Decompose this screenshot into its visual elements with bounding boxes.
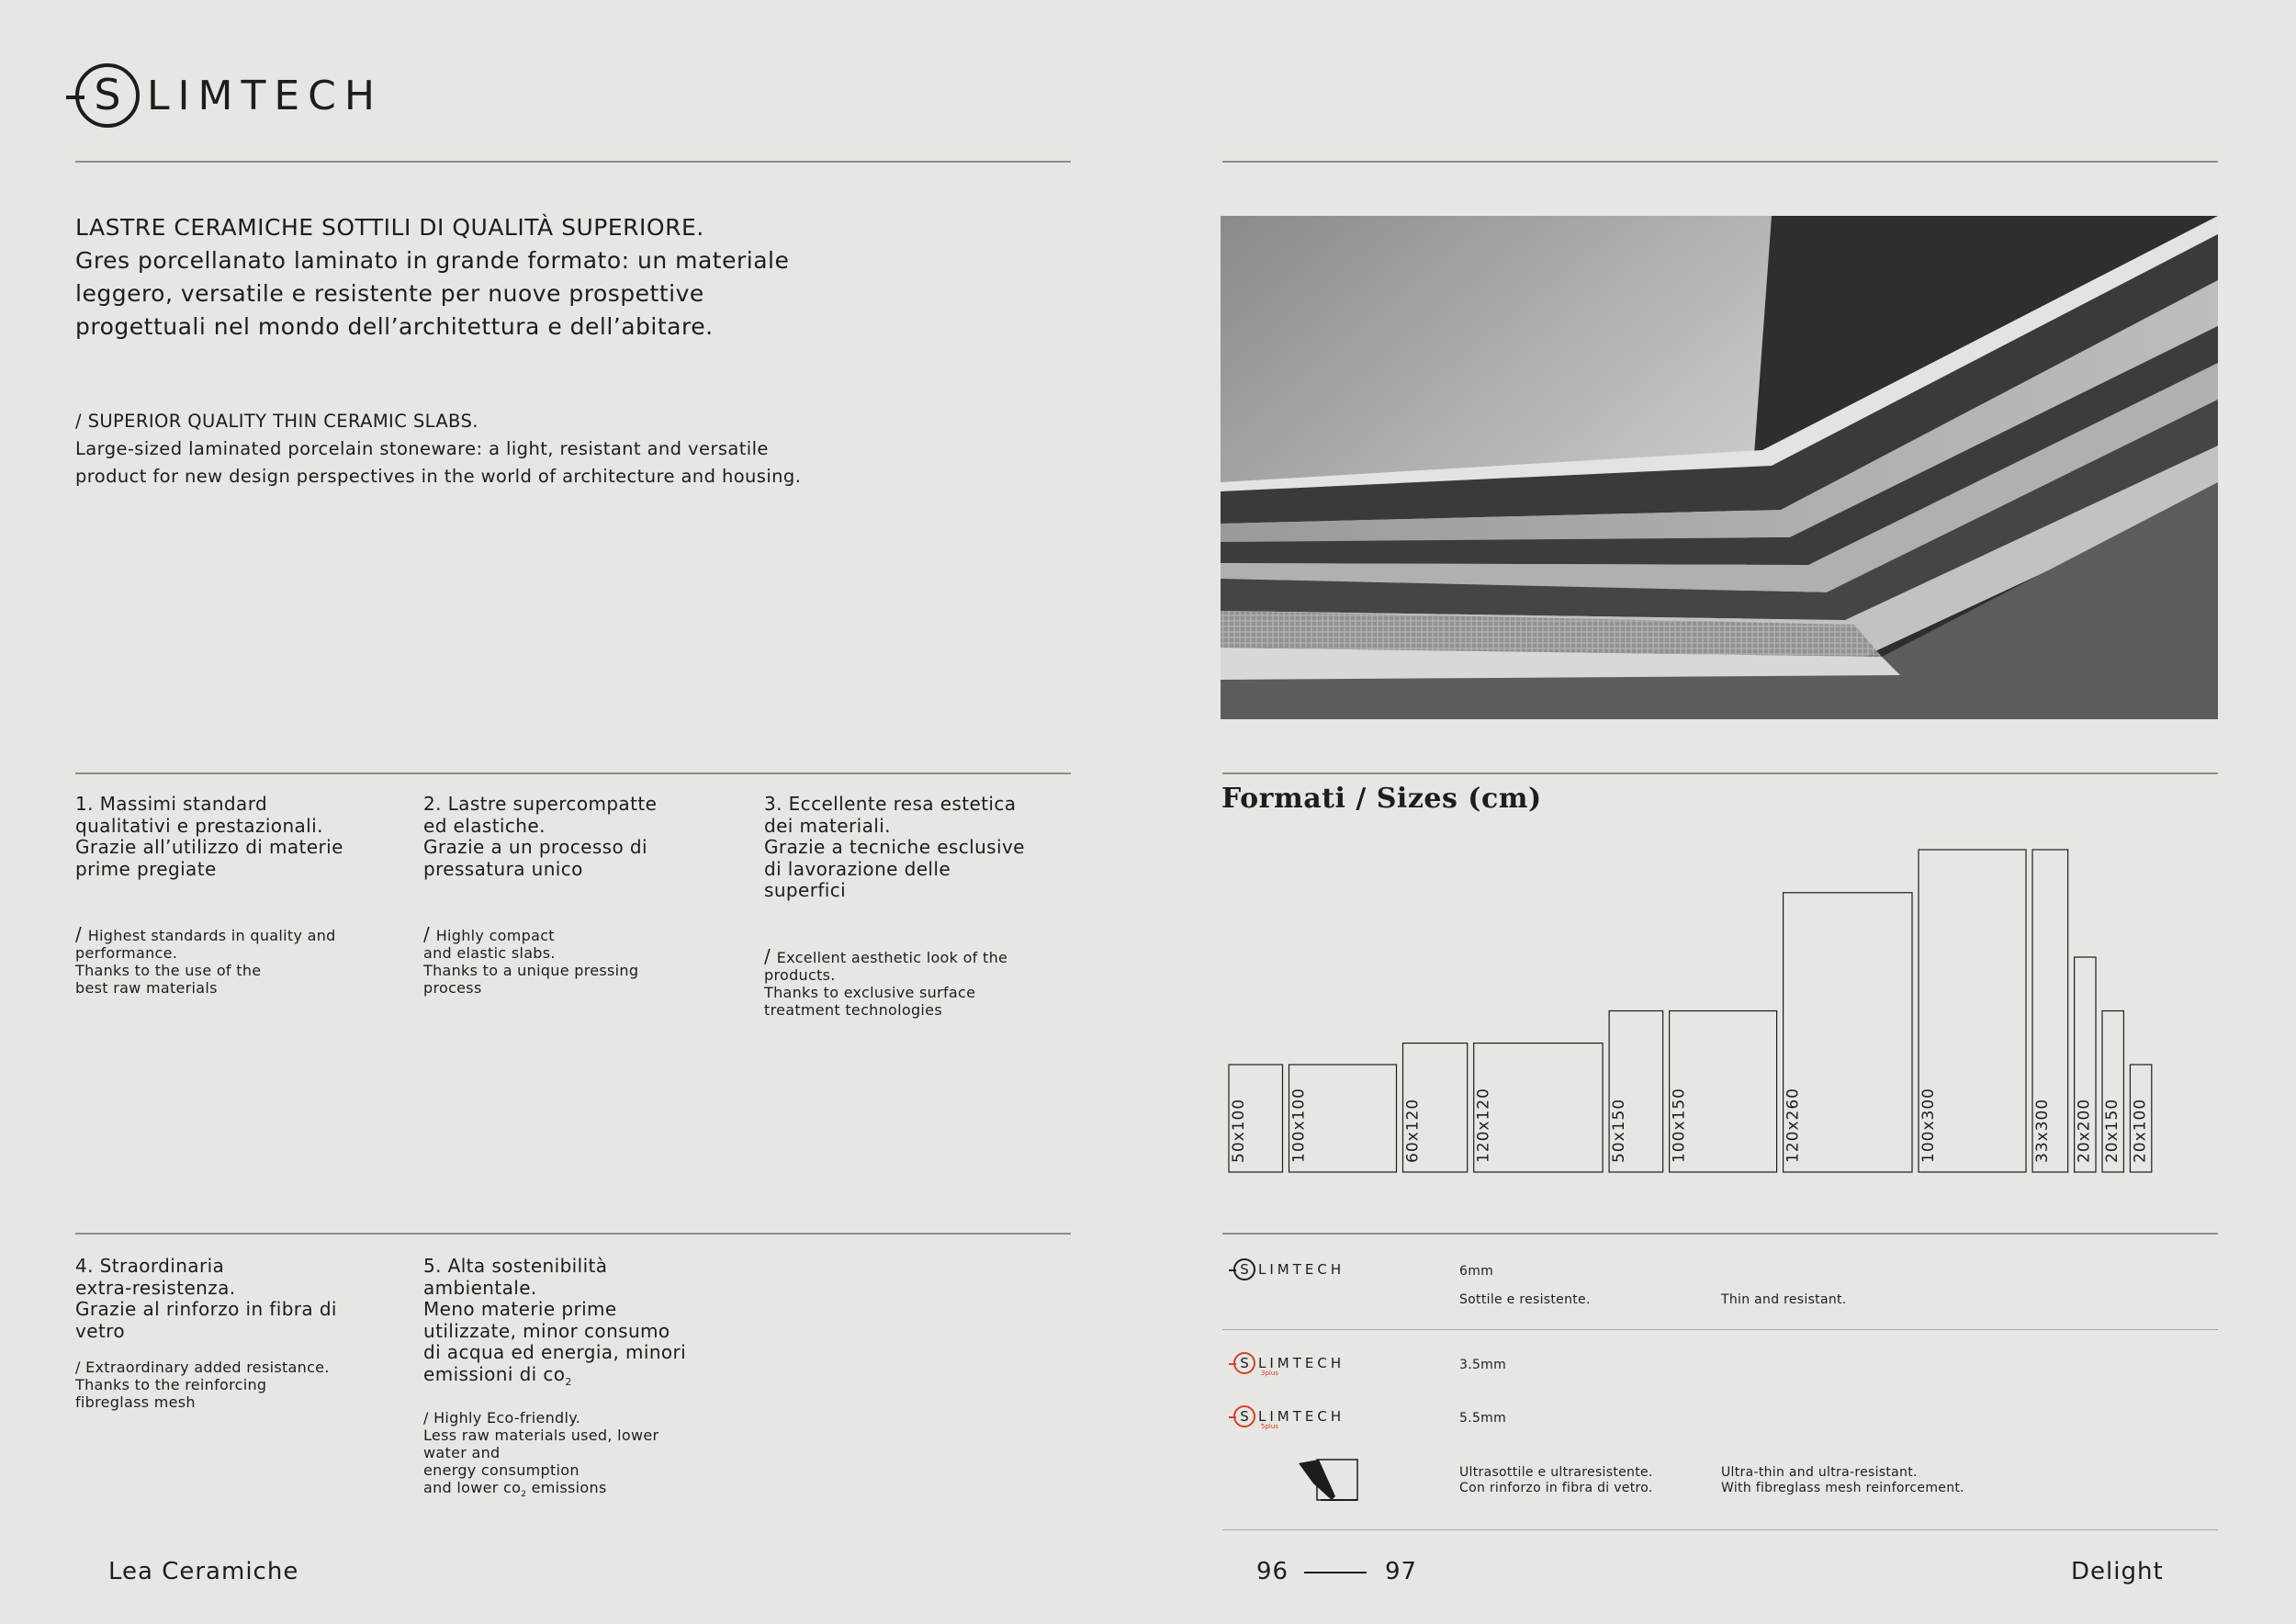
feature-1 — [75, 794, 406, 997]
size-label-20x200: 20x200 — [2075, 1098, 2094, 1163]
feature-en-text — [423, 1409, 736, 1504]
desc-en-mesh-1: Ultra-thin and ultra-resistant. — [1721, 1465, 1918, 1480]
page-number-right: 97 — [1385, 1558, 1418, 1585]
feature-it-body: 5. Alta sostenibilità ambientale. Meno materie prime utilizzate, minor consumo di acqua ed energia, minori emissioni di co — [423, 1255, 687, 1385]
divider-table-mid — [1222, 1329, 2218, 1330]
divider-mid-left — [75, 773, 1071, 774]
co2-subscript: 2 — [521, 1490, 527, 1500]
intro-english — [75, 408, 902, 491]
intro-it-line: progettuali nel mondo dell’architettura e dell’abitare. — [75, 313, 714, 340]
feature-en-body: Highly compact and elastic slabs. Thanks to a unique pressing process — [423, 927, 639, 997]
desc-it-mesh-1: Ultrasottile e ultraresistente. — [1459, 1465, 1653, 1480]
co2-subscript: 2 — [565, 1375, 572, 1388]
feature-en-body: Highest standards in quality and performance. Thanks to the use of the best raw materials — [75, 927, 336, 997]
footer-brand: Lea Ceramiche — [108, 1558, 299, 1585]
size-label-100x150: 100x150 — [1670, 1088, 1689, 1163]
intro-en-line: product for new design perspectives in the world of architecture and housing. — [75, 466, 802, 487]
footer-collection: Delight — [2071, 1558, 2164, 1585]
size-label-120x120: 120x120 — [1474, 1088, 1493, 1163]
feature-en-text: / Extraordinary added resistance. Thanks to the reinforcing fibreglass mesh — [75, 1359, 330, 1411]
feature-en-text: / Excellent aesthetic look of the products. Thanks to exclusive surface treatment technologies — [764, 944, 1008, 1019]
thickness-5-5mm: 5.5mm — [1459, 1411, 1507, 1426]
size-label-20x150: 20x150 — [2103, 1098, 2122, 1163]
feature-2 — [423, 794, 736, 997]
feature-en-text: / Highly compact and elastic slabs. Thanks to a unique pressing process — [423, 923, 639, 997]
slab-layers-illustration — [1221, 216, 2218, 719]
logo-letter: S — [94, 70, 121, 119]
size-bar-120x120 — [1474, 1043, 1603, 1172]
slimtech-logo — [75, 61, 383, 130]
feature-it-text: 4. Straordinaria extra-resistenza. Grazie al rinforzo in fibra di vetro — [75, 1255, 337, 1342]
feature-it-text: 1. Massimi standard qualitativi e prestazionali. Grazie all’utilizzo di materie prime pregiate — [75, 793, 343, 880]
divider-mid-right — [1222, 773, 2218, 774]
size-label-60x120: 60x120 — [1403, 1098, 1423, 1163]
slimtech-3-5mm-logo: S LIMTECH 3plus — [1233, 1348, 1345, 1378]
logo-wordmark: LIMTECH — [147, 72, 383, 119]
feature-it-text: 3. Eccellente resa estetica dei materiali. Grazie a tecniche esclusive di lavorazione delle superfici — [764, 793, 1025, 901]
feature-en-text: / Highest standards in quality and performance. Thanks to the use of the best raw materials — [75, 923, 336, 997]
mini-logo-wordmark: LIMTECH — [1258, 1261, 1345, 1278]
divider-table-bottom — [1222, 1529, 2218, 1530]
page-number-left: 96 — [1256, 1558, 1289, 1585]
size-label-120x260: 120x260 — [1784, 1088, 1803, 1163]
slab-layers-photo — [1221, 216, 2218, 719]
divider-top-right — [1222, 161, 2218, 163]
size-label-50x150: 50x150 — [1610, 1098, 1629, 1163]
size-label-100x300: 100x300 — [1919, 1088, 1938, 1163]
size-label-20x100: 20x100 — [2131, 1098, 2150, 1163]
thickness-3-5mm: 3.5mm — [1459, 1358, 1507, 1372]
sizes-title: Formati / Sizes (cm) — [1221, 783, 1542, 815]
mini-logo-wordmark: LIMTECH — [1258, 1408, 1345, 1425]
feature-it-text: 2. Lastre supercompatte ed elastiche. Grazie a un processo di pressatura unico — [423, 793, 658, 880]
feature-en-body: / Highly Eco-friendly. Less raw materials used, lower water and energy consumption and lower co — [423, 1409, 659, 1496]
thickness-6mm: 6mm — [1459, 1264, 1494, 1279]
size-label-33x300: 33x300 — [2033, 1098, 2052, 1163]
sizes-chart — [1221, 836, 2213, 1185]
intro-en-line: Large-sized laminated porcelain stoneware: a light, resistant and versatile — [75, 438, 769, 459]
size-label-50x100: 50x100 — [1230, 1098, 1248, 1163]
feature-en-tail: emissions — [526, 1479, 607, 1496]
feature-4 — [75, 1256, 406, 1411]
intro-en-line: / SUPERIOR QUALITY THIN CERAMIC SLABS. — [75, 411, 478, 432]
feature-en-body: Excellent aesthetic look of the products. Thanks to exclusive surface treatment technologies — [764, 948, 1008, 1019]
page-number-separator — [1304, 1572, 1367, 1573]
size-label-100x100: 100x100 — [1289, 1088, 1309, 1163]
mesh-slab-icon — [1295, 1456, 1363, 1504]
size-bar-120x260 — [1784, 893, 1912, 1172]
feature-3 — [764, 794, 1076, 1019]
slimtech-6mm-logo: S LIMTECH — [1233, 1255, 1345, 1284]
desc-en-mesh-2: With fibreglass mesh reinforcement. — [1721, 1481, 1964, 1495]
intro-it-line: Gres porcellanato laminato in grande formato: un materiale — [75, 247, 790, 274]
divider-lower-left — [75, 1233, 1071, 1235]
intro-italian — [75, 211, 828, 344]
divider-top-left — [75, 161, 1071, 163]
slimtech-5-5mm-logo: S LIMTECH 5plus — [1233, 1402, 1345, 1431]
desc-it-6mm: Sottile e resistente. — [1459, 1292, 1591, 1307]
desc-it-mesh-2: Con rinforzo in fibra di vetro. — [1459, 1481, 1653, 1495]
desc-en-6mm: Thin and resistant. — [1721, 1292, 1847, 1307]
mini-logo-wordmark: LIMTECH — [1258, 1355, 1345, 1371]
feature-it-text — [423, 1256, 736, 1393]
feature-5 — [423, 1256, 736, 1504]
intro-it-line: LASTRE CERAMICHE SOTTILI DI QUALITÀ SUPERIORE. — [75, 214, 704, 241]
logo-ring — [75, 63, 140, 128]
divider-table-top — [1222, 1233, 2218, 1235]
intro-it-line: leggero, versatile e resistente per nuove prospettive — [75, 280, 704, 307]
